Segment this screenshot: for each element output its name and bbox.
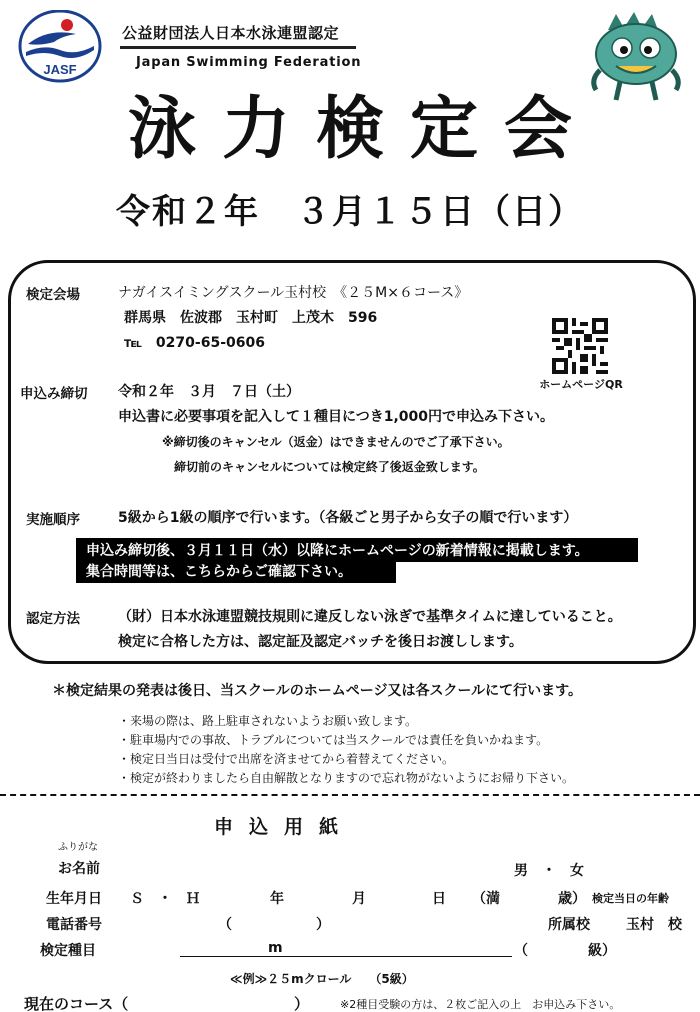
gender-options[interactable]: 男 ・ 女 — [514, 863, 584, 879]
event-date: 令和２年 ３月１５日（日） — [116, 192, 584, 232]
birth-day-unit: 日 — [432, 891, 446, 907]
list-item: ・検定日当日は受付で出席を済ませてから着替えてください。 — [118, 752, 455, 766]
name-field[interactable] — [120, 850, 500, 872]
event-label: 検定種目 — [40, 943, 96, 959]
event-example: ≪例≫２５mクロール （5級） — [230, 972, 414, 986]
logo-text: JASF — [43, 62, 77, 77]
furigana-label: ふりがな — [58, 842, 98, 853]
method-line-1: （財）日本水泳連盟競技規則に違反しない泳ぎで基準タイムに達していること。 — [118, 609, 622, 625]
notice-line-2: 集合時間等は、こちらからご確認下さい。 — [76, 559, 396, 583]
school-value: 玉村 校 — [626, 917, 682, 933]
course-label: 現在のコース（ — [24, 995, 129, 1012]
phone-label: 電話番号 — [46, 917, 102, 933]
deadline-note-1: ※締切後のキャンセル（返金）はできませんのでご了承下さい。 — [162, 435, 510, 449]
jasf-logo — [18, 10, 102, 86]
school-label: 所属校 — [548, 917, 590, 933]
qr-caption: ホームページQR — [539, 378, 623, 391]
venue-label: 検定会場 — [26, 287, 80, 303]
cut-line — [0, 794, 700, 796]
age-close: 歳） — [558, 891, 586, 907]
birth-month-unit: 月 — [352, 891, 366, 907]
notes-list — [118, 712, 574, 788]
deadline-label: 申込み締切 — [20, 386, 88, 402]
deadline-fee: 申込書に必要事項を記入して１種目につき1,000円で申込み下さい。 — [118, 409, 555, 425]
organization-name-jp: 公益財団法人日本水泳連盟認定 — [122, 24, 340, 42]
birthdate-label: 生年月日 — [46, 891, 102, 907]
deadline-date: 令和２年 ３月 ７日（土） — [118, 384, 300, 400]
list-item: ・駐車場内での事故、トラブルについては当スクールでは責任を負いかねます。 — [118, 733, 549, 747]
qr-code[interactable] — [552, 318, 608, 374]
phone-field[interactable]: （ ） — [218, 917, 330, 933]
event-field[interactable] — [180, 956, 512, 957]
grade-close: 級） — [588, 943, 616, 959]
era-options[interactable]: Ｓ ・ Ｈ — [130, 891, 200, 907]
deadline-note-2: 締切前のキャンセルについては検定終了後返金致します。 — [174, 460, 485, 474]
course-close: ） — [294, 995, 310, 1012]
method-line-2: 検定に合格した方は、認定証及認定バッチを後日お渡しします。 — [118, 634, 523, 650]
name-label: お名前 — [58, 861, 100, 877]
course-note: ※2種目受験の方は、２枚ご記入の上 お申込み下さい。 — [340, 998, 621, 1011]
page-title: 泳力検定会 — [127, 90, 598, 169]
form-title: 申込用紙 — [214, 816, 355, 838]
event-unit: m — [268, 940, 283, 956]
birth-year-unit: 年 — [270, 891, 284, 907]
order-label: 実施順序 — [26, 512, 80, 528]
mascot-illustration — [586, 8, 686, 104]
list-item: ・検定が終わりましたら自由解散となりますので忘れ物がないようにお帰り下さい。 — [118, 771, 575, 785]
course-field[interactable] — [140, 990, 290, 1010]
method-label: 認定方法 — [26, 611, 80, 627]
results-note: ＊検定結果の発表は後日、当スクールのホームページ又は各スクールにて行います。 — [52, 683, 583, 699]
list-item: ・来場の際は、路上駐車されないようお願い致します。 — [118, 714, 418, 728]
grade-open: （ — [514, 943, 528, 959]
header-rule — [120, 46, 356, 49]
order-text: 5級から1級の順序で行います。（各級ごと男子から女子の順で行います） — [118, 510, 578, 526]
venue-name: ナガイスイミングスクール玉村校 《２５M×６コース》 — [118, 285, 469, 301]
age-note: 検定当日の年齢 — [592, 892, 669, 905]
organization-name-en: Japan Swimming Federation — [136, 55, 362, 70]
notice-line-1: 申込み締切後、３月１１日（水）以降にホームページの新着情報に掲載します。 — [76, 538, 638, 562]
venue-address: 群馬県 佐波郡 玉村町 上茂木 596 — [124, 310, 378, 326]
venue-phone: ℡ 0270-65-0606 — [124, 335, 265, 351]
age-open: （満 — [472, 891, 500, 907]
